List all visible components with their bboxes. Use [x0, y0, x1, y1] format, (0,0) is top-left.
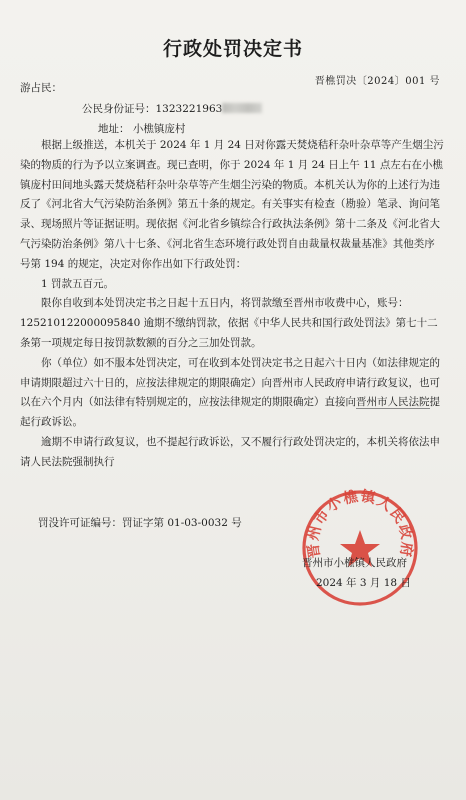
license-number: 罚没许可证编号：罚证字第 01-03-0032 号 [38, 517, 242, 529]
official-seal [298, 486, 422, 610]
id-label: 公民身份证号： [82, 103, 156, 115]
id-number-line [82, 101, 262, 116]
paragraph-penalty: 1 罚款五百元。 [41, 277, 115, 290]
recipient-name: 游占民： [20, 82, 62, 94]
paragraph-appeal: 你（单位）如不服本处罚决定，可在收到本处罚决定书之日起六十日内（如法律规定的申请期限超过六十日的，应按法律规定的期限确定）向晋州市人民政府申请行政复议，也可以在六个月内（如法律有特别规定的，应按法律规定的期限确定）直接向晋州市人民法院提起行政诉讼。 [20, 356, 440, 429]
document-number: 晋樵罚决〔2024〕001 号 [314, 76, 440, 87]
document-title: 行政处罚决定书 [162, 38, 303, 60]
redaction-blur [222, 103, 262, 113]
issue-date: 2024 年 3 月 18 日 [316, 577, 411, 589]
seal-text: 晋州市小樵镇人民政府 [305, 488, 415, 560]
court-name: 晋州市人民法院 [356, 396, 430, 409]
paragraph-enforcement: 逾期不申请行政复议，也不提起行政诉讼，又不履行行政处罚决定的，本机关将依法申请人民法院强制执行 [20, 435, 440, 468]
paragraph-payment: 限你自收到本处罚决定书之日起十五日内，将罚款缴至晋州市收费中心，账号：125210122000095840 逾期不缴纳罚款，依据《中华人民共和国行政处罚法》第七十二条第一项规定每日按罚款数额的百分之三加处罚款。 [20, 297, 438, 349]
address-value: 小樵镇庞村 [132, 123, 186, 135]
document-body [20, 136, 444, 473]
issuer-name: 晋州市小樵镇人民政府 [302, 557, 407, 569]
id-number: 1323221963 [155, 103, 223, 115]
paragraph-facts: 根据上级推送，本机关于 2024 年 1 月 24 日对你露天焚烧秸秆杂叶杂草等产生烟尘污染的物质的行为予以立案调查。现已查明，你于 2024 年 1 月 24 日上午 11 点左右在小樵镇庞村田间地头露天焚烧秸秆杂叶杂草等产生烟尘污染的物质。本机关认为你的上述行为违反了《河北省大气污染防治条例》第五十条的规定。有关事实有检查（勘验）笔录、询问笔录、现场照片等证据证明。现依据《河北省乡镇综合行政执法条例》第十二条及《河北省大气污染防治条例》第八十七条、《河北省生态环境行政处罚自由裁量权裁量基准》其他类序号第 194 的规定，决定对你作出如下行政处罚： [20, 139, 444, 270]
address-label: 地址： [98, 123, 130, 135]
address-line [98, 121, 185, 136]
